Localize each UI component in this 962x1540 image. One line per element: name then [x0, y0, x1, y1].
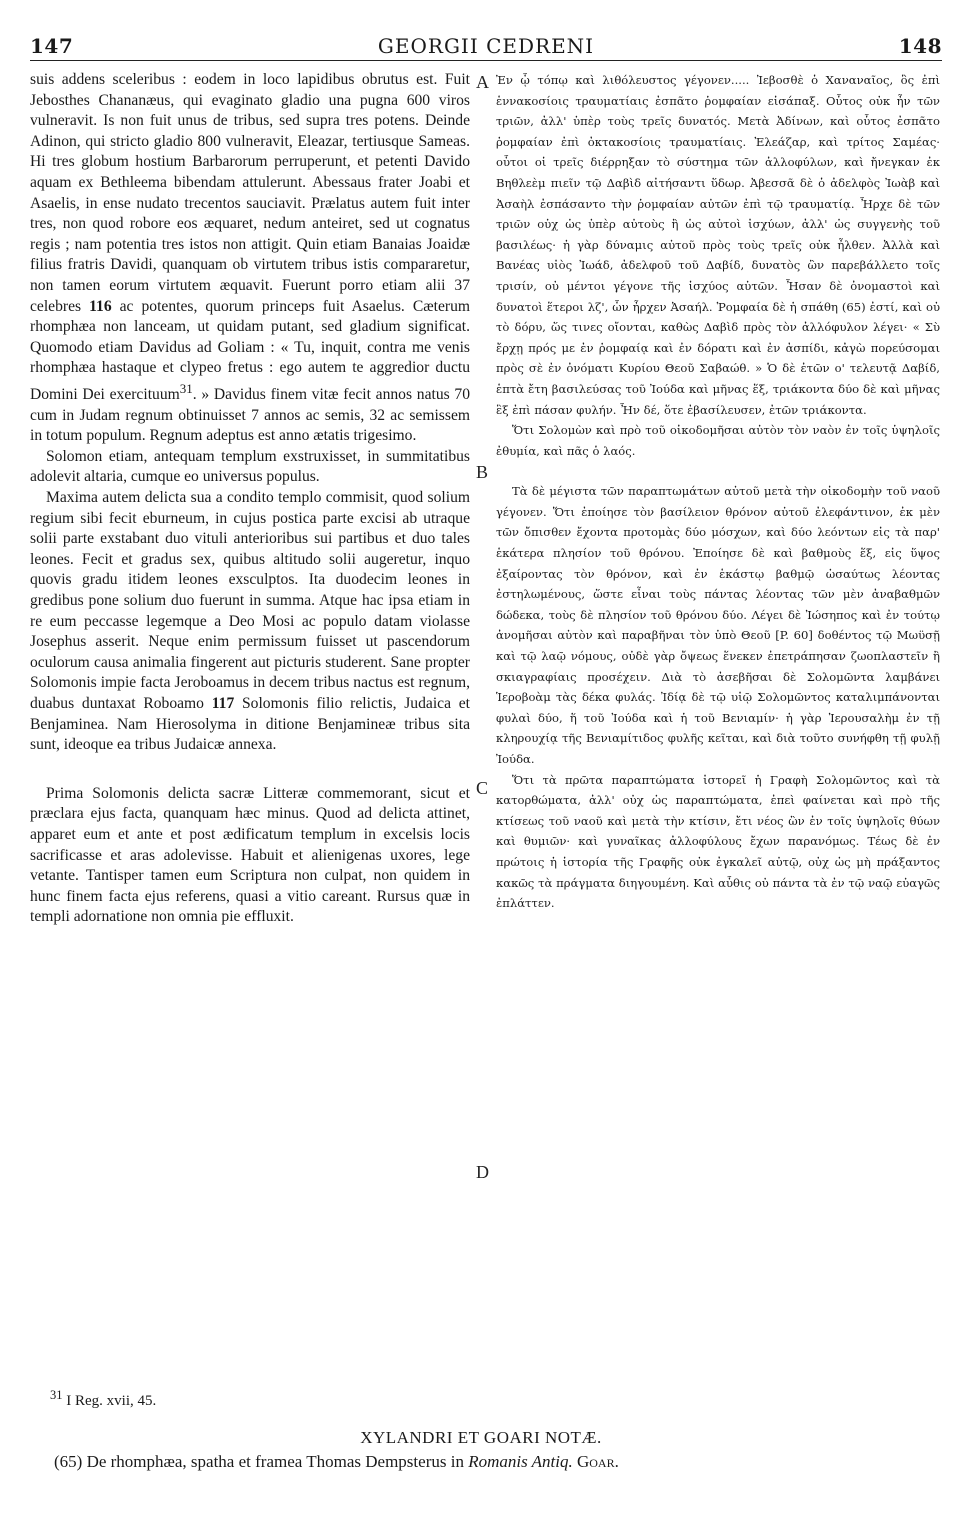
note-italic: Romanis Antiq. [468, 1452, 573, 1471]
section-marker-a: A [476, 72, 489, 92]
greek-paragraph-2: Ὅτι Σολομὼν καὶ πρὸ τοῦ οἰκοδομῆσαι αὐτὸν τὸν ναὸν ἐν τοῖς ὑψηλοῖς ἐθυμία, καὶ πᾶς ὁ λαός. [496, 423, 940, 458]
footnote-mark: 31 [50, 1388, 63, 1402]
section-marker-d: D [476, 1162, 489, 1182]
latin-paragraph-2: Solomon etiam, antequam templum exstruxisset, in summitatibus adolevit altaria, cumque eo universus populus. [30, 447, 470, 486]
greek-column [496, 70, 940, 914]
note-number: (65) [54, 1452, 83, 1471]
note-text: De rhomphæa, spatha et framea Thomas Dempsterus in [86, 1452, 464, 1471]
latin-text: Maxima autem delicta sua a condito templo commisit, quod solium regium sibi fecit eburneum, in cujus postica parte excisi ab utraque solii parte exstabant duo vituli anterioribus sui partibus et duo tales leones. Fecit et gradus sex, quibus altitudo solii augeretur, inquo quovis gradu itidem leones exsculptos. Ita duodecim leones in gredibus pone solium duo fuerunt in summa. Atque hac ipsa etiam in re eum peccasse legemque a Deo Mosi ac populo datam violasse Josephus asserit. Neque enim permissum fuisset ut pascendorum oculorum causa animalia fingerent aut picturis studerent. Sane propter Solomonis impie facta Jeroboamus in decem tribus nactus est regnum, duabus duntaxat Roboamo [30, 489, 470, 712]
greek-paragraph-1: Ἐν ᾧ τόπῳ καὶ λιθόλευστος γέγονεν..... Ἰεβοσθὲ ὁ Χαναναῖος, ὃς ἐπὶ ἑννακοσίοις τραυματίαις ἐσπᾶτο ῥομφαίαν εἰσάπαξ. Οὗτος οὐκ ἦν τῶν τριῶν, ἀλλ' ὑπὲρ τοὺς τρεῖς δυνατός. Μετὰ Ἀδίνων, καὶ οὗτος ἐσπᾶτο ῥομφαίαν ἐπὶ ὀκτακοσίοις τραυματίαις. Ἐλεάζαρ, καὶ τρίτος Σαμέας· οὗτοι οἱ τρεῖς διέρρηξαν τὸ σύστημα τῶν ἀλλοφύλων, καὶ ἤνεγκαν ἐκ Βηθλεὲμ πιεῖν τῷ Δαβὶδ αἰτήσαντι ὕδωρ. Ἀβεσσᾶ δὲ ὁ ἀδελφὸς Ἰωὰβ καὶ Ἀσαὴλ ἐσπάσαντο τὴν ῥομφαίαν αὐτῶν ἐπὶ τῷ τραυματίᾳ. Ἦρχε δὲ τῶν τριῶν οὐχ ὡς ὑπὲρ αὐτοὺς ἢ ὡς αὐτοὶ ἰσχύων, ἀλλ' ὡς συγγενὴς τοῦ βασιλέως· ἡ γὰρ δύναμις αὐτοῦ πρὸς τοὺς τρεῖς οὐκ ἦλθεν. Ἀλλὰ καὶ Βανέας υἱὸς Ἰωάδ, ἀδελφοῦ τοῦ Δαβίδ, δυνατὸς ὢν παρεβάλλετο τοῖς τρισίν, οὐ μέντοι γέγονε τῆς ἰσχύος αὐτῶν. Ἦσαν δὲ ὀνομαστοὶ καὶ δυνατοὶ ἕτεροι λζ', ὧν ἦρχεν Ἀσαήλ. Ῥομφαία δὲ ἡ σπάθη (65) ἐστί, καὶ οὐ τὸ δόρυ, ὥς τινες οἴονται, καθὼς Δαβὶδ πρὸς τὸν ἀλλόφυλον λέγει· « Σὺ ἔρχῃ πρός με ἐν ῥομφαίᾳ καὶ ἐν δόρατι καὶ ἐν ἀσπίδι, κἀγὼ πορεύσομαι πρὸς σὲ ἐν ὀνόματι Κυρίου Θεοῦ Σαβαώθ. » Ὁ δὲ ἐτῶν ο' τελευτᾷ Δαβίδ, ἑπτὰ ἔτη βασιλεύσας τοῦ Ἰούδα καὶ μῆνας ἕξ, τριάκοντα δύο δὲ καὶ μῆνας ἓξ ἐπὶ πάσαν φυλήν. Ἦν δέ, ὅτε ἐβασίλευσεν, ἐτῶν τριάκοντα. [496, 73, 940, 417]
footnote-ref: 31 [179, 380, 193, 396]
margin-page-number: 117 [211, 695, 235, 712]
latin-paragraph-1 [30, 70, 470, 447]
greek-paragraph-3: Τὰ δὲ μέγιστα τῶν παραπτωμάτων αὐτοῦ μετὰ τὴν οἰκοδομὴν τοῦ ναοῦ γέγονεν. Ὅτι ἐποίησε τὸν βασίλειον θρόνον αὐτοῦ ἐλεφάντινον, ἐκ μὲν τῶν ὄπισθεν ἔχοντα προτομὰς δύο μόσχων, καὶ δύο λεόντων εἰς τὰ παρ' ἑκάτερα πλησίον τοῦ θρόνου. Ἐποίησε δὲ καὶ βαθμοὺς ἕξ, εἰς ὕψος ἐξαίροντας τὸν θρόνον, καὶ ἐν ἑκάστῳ βαθμῷ ὡσαύτως λέοντας ἐστηλωμένους, ὥστε εἶναι τοὺς πάντας λέοντας τῶν μὲν ἀναβαθμῶν δώδεκα, τοὺς δὲ πλησίον τοῦ θρόνου δύο. Λέγει δὲ Ἰώσηπος καὶ ἐν τούτῳ ἀνομῆσαι αὐτὸν καὶ παραβῆναι τὸν ὑπὸ Θεοῦ [P. 60] δοθέντος τῷ Μωϋσῇ καὶ τῷ λαῷ νόμους, οὐδὲ γὰρ ὄψεως ἕνεκεν ἐπετράπησαν ζωοπλαστεῖν ἢ σκιαγραφίαις προσέχειν. Διὰ τὸ ἀσεβῆσαι δὲ Σολομῶντα λαμβάνει Ἱεροβοὰμ τὰς δέκα φυλάς. Ἰδίᾳ δὲ τῷ υἱῷ Σολομῶντος καταλιμπάνονται φυλαὶ δύο, ἥ τοῦ Ἰούδα καὶ ἡ τοῦ Βενιαμίν· ἡ γὰρ Ἱερουσαλὴμ ἐν τῇ κληρουχίᾳ τῆς Βενιαμίτιδος φυλῆς κεῖται, καὶ διὰ τοῦτο συνήφθη τῇ φυλῇ Ἰούδα. [496, 484, 940, 766]
page-number-right: 148 [898, 34, 942, 58]
notes-title: XYLANDRI ET GOARI NOTÆ. [360, 1428, 602, 1447]
section-marker-c: C [476, 778, 489, 798]
latin-text: ac potentes, quorum princeps fuit Asaelus. Cæterum rhomphæa non lanceam, ut quidam putant, sed gladium significat. Quomodo etiam Davidus ad Goliam : « Tu, inquit, contra me venis rhomphæa hastaque et clypeo fretus : ego autem te aggredior ductu Domini Dei exercituum [30, 297, 470, 404]
latin-paragraph-4: Prima Solomonis delicta sacræ Litteræ commemorant, sicut et præclara ejus facta, quanquam hæc minus. Quod ad delicta attinet, apparet eum et ante et post ædificatum templum in excelsis locis sacrificasse et aras adolevisse. Habuit et alienigenas uxores, lege vetante. Tantisper tamen eum Scriptura non culpat, non quidem in hunc finem facta ejus referens, quasi a vitio careant. Rursus quæ in templi adornatione non omnia pie effluxit. [30, 784, 470, 926]
latin-paragraph-3 [30, 488, 470, 756]
margin-page-number: 116 [89, 297, 112, 315]
latin-text: suis addens sceleribus : eodem in loco lapidibus obrutus est. Fuit Jebosthes Chananæus, qui evaginato gladio una pugna 600 viros vulneravit. Is non fuit unus de tribus, sed supra tres potens. Deinde Adinon, qui stricto gladio 800 vulneravit, Eleazar, tertiusque Sameas. Hi tres globum hostium Barbarorum perruperunt, et petenti Davido aquam ex Bethleema bibendam attulerunt. Abessaus frater Joabi et Asaelis, in ense nudato trecentos sauciavit. Prælatus autem fuit inter tres, non quod robore eos æquaret, nedum anteiret, sed ut cognatus regis ; nam potentia tres istos non attigit. Quin etiam Banaias Joaidæ filius fratris Davidi, quanquam ob virtutem tribus istis compararetur, non tamen eorum virtutem æquavit. Fuerunt porro etiam alii 37 celebres [30, 71, 470, 315]
footnote-text: I Reg. xvii, 45. [66, 1393, 157, 1409]
latin-column [30, 70, 470, 928]
greek-paragraph-4: Ὅτι τὰ πρῶτα παραπτώματα ἱστορεῖ ἡ Γραφὴ Σολομῶντος καὶ τὰ κατορθώματα, ἀλλ' οὐχ ὡς παραπτώματα, ἐπεὶ φαίνεται καὶ πρὸ τῆς κτίσεως τοῦ ναοῦ καὶ μετὰ τὴν κτίσιν, ἔτι νέος ὢν ἐν τοῖς ὑψηλοῖς θύων καὶ θυμιῶν· καὶ γυναῖκας ἀλλοφύλους ἔχων παρανόμως. Τέως δὲ ἐν πρώτοις ἡ ἱστορία τῆς Γραφῆς οὐκ ἐγκαλεῖ αὐτῷ, οὐχ ὡς μὴ πράξαντος κακῶς τὰ πράγματα διηγουμένη. Καὶ αὖθις οὐ πάντα τὰ ἐν τῷ ναῷ εὐαγῶς ἐπλάττεν. [496, 772, 940, 911]
note-author: Goar. [576, 1452, 619, 1471]
notes-body [54, 1452, 934, 1472]
section-marker-b: B [476, 462, 489, 482]
page-number-left: 147 [30, 34, 74, 58]
page-header [30, 34, 942, 61]
footnote [50, 1388, 156, 1410]
running-title: GEORGII CEDRENI [377, 34, 595, 58]
latin-text: . » Davidus finem vitæ fecit annos natus 70 cum in Judam regnum obtinuisset 7 annos ac semis, 32 ac semissem in totum populum. Regnum adeptus est anno ætatis trigesimo. [30, 386, 470, 445]
latin-text: Solomonis filio relictis, Judaica et Benjaminea. Nam Hierosolyma in ditione Benjamineæ tribus sita sunt, ideoque ea tribus Judaicæ annexa. [30, 695, 470, 754]
